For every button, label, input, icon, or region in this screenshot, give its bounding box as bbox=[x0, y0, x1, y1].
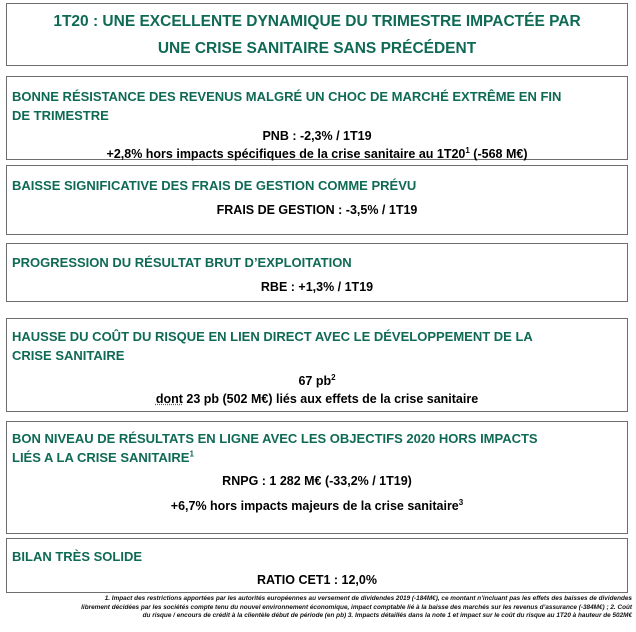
footnote-line-2: librement décidées par les sociétés compte tenu du nouvel environnement économique, impact comptable lié à la baisse des marchés sur les revenus d’assurance (-384M€) ; 2. Coût bbox=[81, 603, 632, 611]
rnpg-detail bbox=[7, 497, 627, 515]
pnb-value: PNB : -2,3% / 1T19 bbox=[262, 129, 372, 143]
pnb-detail-amount: (-568 M€) bbox=[469, 147, 528, 161]
section-heading bbox=[7, 319, 627, 365]
footnote-ref: 2 bbox=[331, 372, 336, 382]
footnote-line-1: 1. Impact des restrictions apportées par les autorités européennes au versement de dividendes 2019 (-184M€), ce montant n’incluant pas les effets des baisses de dividendes bbox=[104, 595, 632, 602]
title-line-2: UNE CRISE SANITAIRE SANS PRÉCÉDENT bbox=[157, 40, 477, 57]
section-heading-line-1: BILAN TRÈS SOLIDE bbox=[12, 549, 143, 564]
section-bilan bbox=[6, 538, 628, 593]
title-line-1: 1T20 : UNE EXCELLENTE DYNAMIQUE DU TRIMESTRE IMPACTÉE PAR bbox=[53, 13, 581, 30]
cout-du-risque-detail bbox=[7, 390, 627, 408]
section-heading bbox=[7, 539, 627, 566]
pnb-detail-text: +2,8% hors impacts spécifiques de la crise sanitaire au 1T20 bbox=[106, 147, 466, 161]
section-heading bbox=[7, 244, 627, 272]
section-cout-du-risque bbox=[6, 318, 628, 412]
rbe-value: RBE : +1,3% / 1T19 bbox=[260, 280, 374, 294]
section-heading bbox=[7, 422, 627, 467]
section-heading-line-1: BONNE RÉSISTANCE DES REVENUS MALGRÉ UN CHOC DE MARCHÉ EXTRÊME EN FIN bbox=[12, 89, 562, 104]
section-revenus bbox=[6, 76, 628, 160]
footnote-ref: 3 bbox=[458, 497, 464, 507]
section-heading-line-1: BON NIVEAU DE RÉSULTATS EN LIGNE AVEC LES OBJECTIFS 2020 HORS IMPACTS bbox=[12, 431, 538, 446]
rnpg-value: RNPG : 1 282 M€ (-33,2% / 1T19) bbox=[222, 474, 412, 488]
footnote-line-3: du risque / encours de crédit à la clientèle début de période (en pb) 3. Impacts détaillés dans la note 1 et impact sur le coût du risque au 1T20 à hauteur de 502M€ bbox=[142, 612, 632, 620]
footnote-ref: 1 bbox=[189, 449, 194, 459]
cout-du-risque-value bbox=[7, 372, 627, 390]
cet1-value: RATIO CET1 : 12,0% bbox=[257, 573, 377, 587]
section-frais-de-gestion bbox=[6, 165, 628, 235]
section-heading bbox=[7, 166, 627, 195]
footnote-ref: 1 bbox=[465, 145, 470, 155]
section-heading bbox=[7, 77, 627, 125]
rnpg-detail-text: +6,7% hors impacts majeurs de la crise sanitaire bbox=[170, 499, 459, 513]
section-heading-line-1: HAUSSE DU COÛT DU RISQUE EN LIEN DIRECT AVEC LE DÉVELOPPEMENT DE LA bbox=[12, 329, 533, 344]
section-heading-line-2: DE TRIMESTRE bbox=[12, 108, 109, 123]
section-heading-line-1: BAISSE SIGNIFICATIVE DES FRAIS DE GESTION COMME PRÉVU bbox=[12, 178, 417, 193]
section-heading-line-1: PROGRESSION DU RÉSULTAT BRUT D’EXPLOITATION bbox=[12, 255, 352, 270]
pnb-detail bbox=[7, 145, 627, 163]
section-heading-line-2: CRISE SANITAIRE bbox=[12, 348, 125, 363]
section-resultats bbox=[6, 421, 628, 534]
section-heading-line-2 bbox=[12, 448, 621, 467]
frais-value: FRAIS DE GESTION : -3,5% / 1T19 bbox=[216, 203, 418, 217]
cout-du-risque-detail-text: 23 pb (502 M€) liés aux effets de la crise sanitaire bbox=[182, 392, 479, 406]
footnotes bbox=[4, 595, 632, 621]
cout-du-risque-text: 67 pb bbox=[298, 374, 332, 388]
spellcheck-word: dont bbox=[155, 392, 183, 406]
title-box bbox=[6, 3, 628, 66]
section-heading-line-2-text: LIÉS A LA CRISE SANITAIRE bbox=[12, 450, 190, 465]
section-rbe bbox=[6, 243, 628, 302]
page-title bbox=[7, 4, 627, 62]
